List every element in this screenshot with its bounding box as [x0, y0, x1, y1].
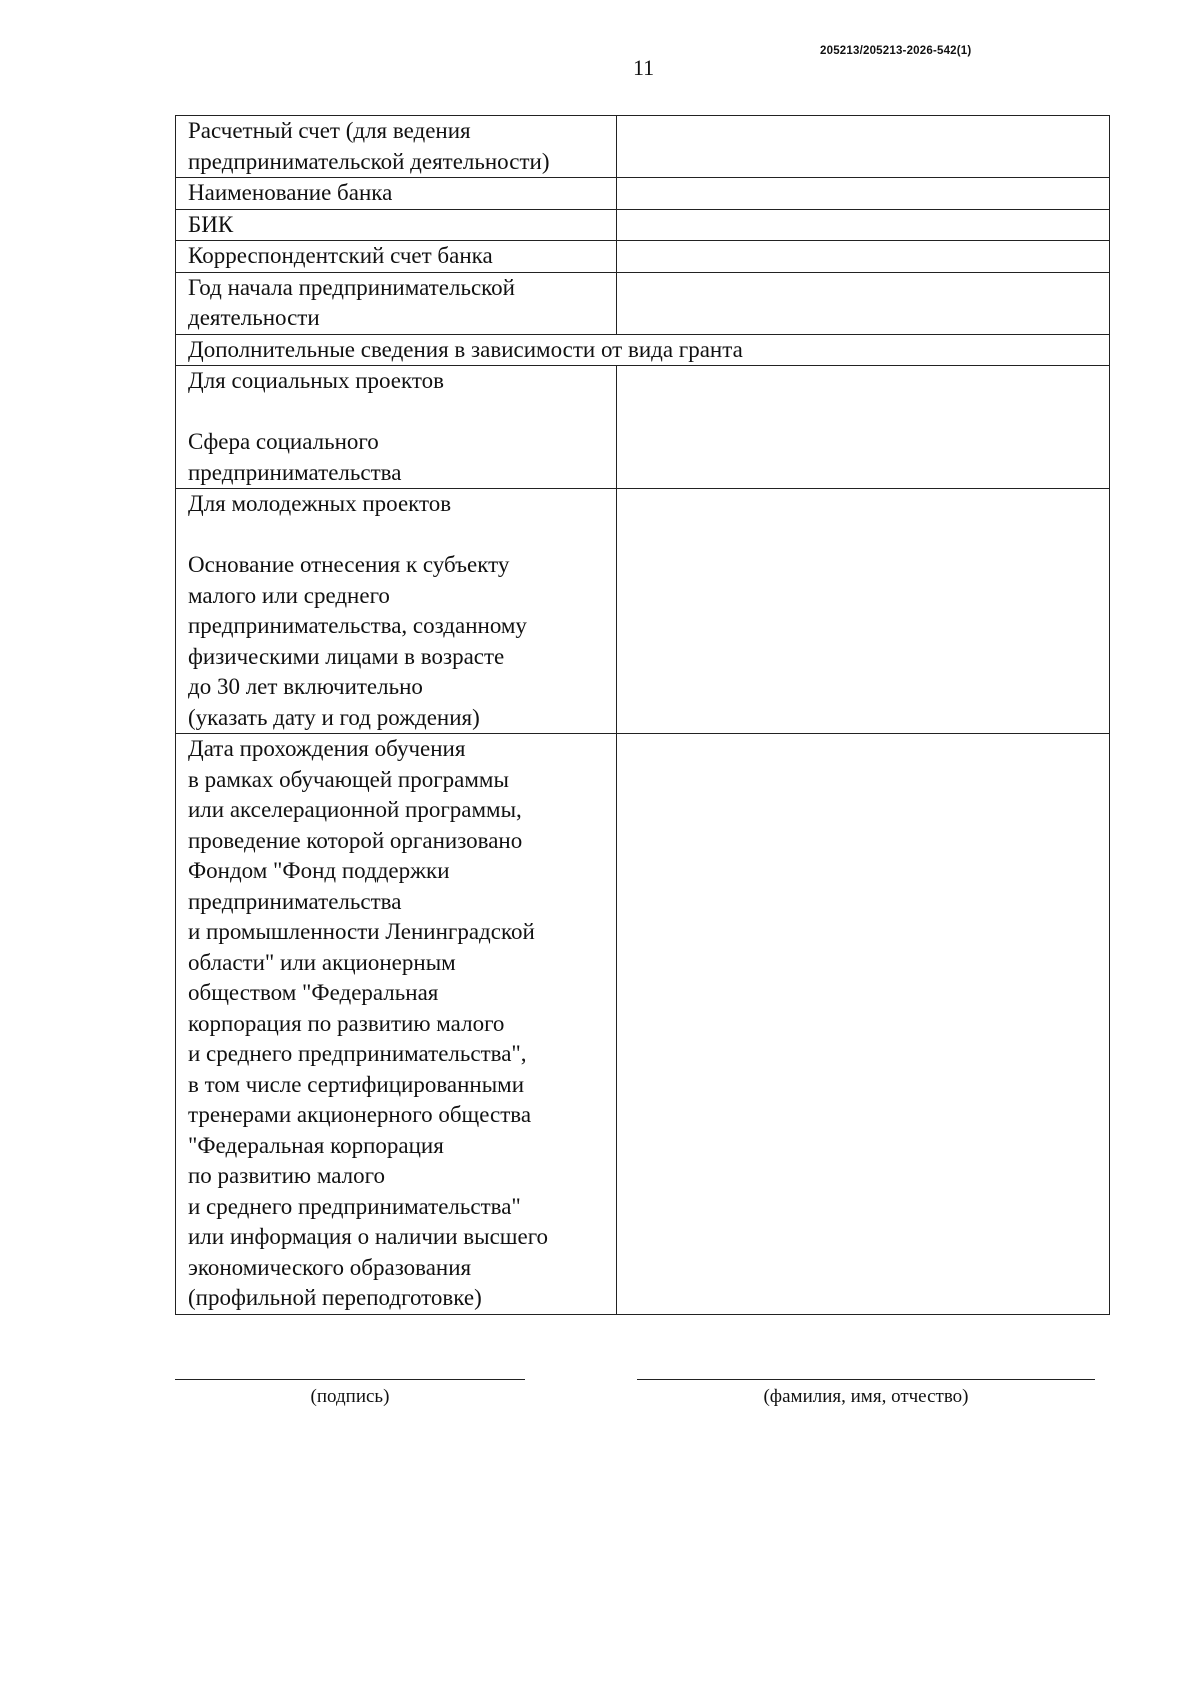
row-value-field	[617, 734, 1110, 1315]
applicant-details-table	[175, 115, 1110, 1315]
row-label: Год начала предпринимательской деятельности	[176, 272, 617, 334]
row-value-field	[617, 116, 1110, 178]
section-header: Дополнительные сведения в зависимости от вида гранта	[176, 334, 1110, 366]
row-value-field	[617, 366, 1110, 489]
row-label: Расчетный счет (для ведения предпринимательской деятельности)	[176, 116, 617, 178]
page-number: 11	[633, 55, 655, 80]
document-code: 205213/205213-2026-542(1)	[820, 45, 972, 57]
table-row-bank-name	[176, 178, 1110, 210]
table-row-correspondent-account	[176, 241, 1110, 273]
full-name-caption: (фамилия, имя, отчество)	[763, 1386, 969, 1407]
row-value-field	[617, 209, 1110, 241]
row-value-field	[617, 272, 1110, 334]
row-value-field	[617, 241, 1110, 273]
full-name-line	[637, 1379, 1095, 1380]
row-label: Наименование банка	[176, 178, 617, 210]
row-label: Для социальных проектов Сфера социального предпринимательства	[176, 366, 617, 489]
signature-caption: (подпись)	[310, 1386, 390, 1407]
row-label: Корреспондентский счет банка	[176, 241, 617, 273]
table-row-business-start-year	[176, 272, 1110, 334]
table-row-bik	[176, 209, 1110, 241]
signature-line	[175, 1379, 525, 1380]
row-label: Для молодежных проектов Основание отнесения к субъекту малого или среднего предпринимательства, созданному физическими лицами в возрасте до 30 лет включительно (указать дату и год рождения)	[176, 489, 617, 734]
table-row-training-date	[176, 734, 1110, 1315]
table-row-settlement-account	[176, 116, 1110, 178]
row-value-field	[617, 178, 1110, 210]
row-value-field	[617, 489, 1110, 734]
table-row-social-projects	[176, 366, 1110, 489]
table-section-header-row	[176, 334, 1110, 366]
table-row-youth-projects	[176, 489, 1110, 734]
row-label: БИК	[176, 209, 617, 241]
row-label: Дата прохождения обучения в рамках обучающей программы или акселерационной программы, проведение которой организовано Фондом "Фонд поддержки предпринимательства и промышленности Ленинградской области" или акционерным обществом "Федеральная корпорация по развитию малого и среднего предпринимательства", в том числе сертифицированными тренерами акционерного общества "Федеральная корпорация по развитию малого и среднего предпринимательства" или информация о наличии высшего экономического образования (профильной переподготовке)	[176, 734, 617, 1315]
